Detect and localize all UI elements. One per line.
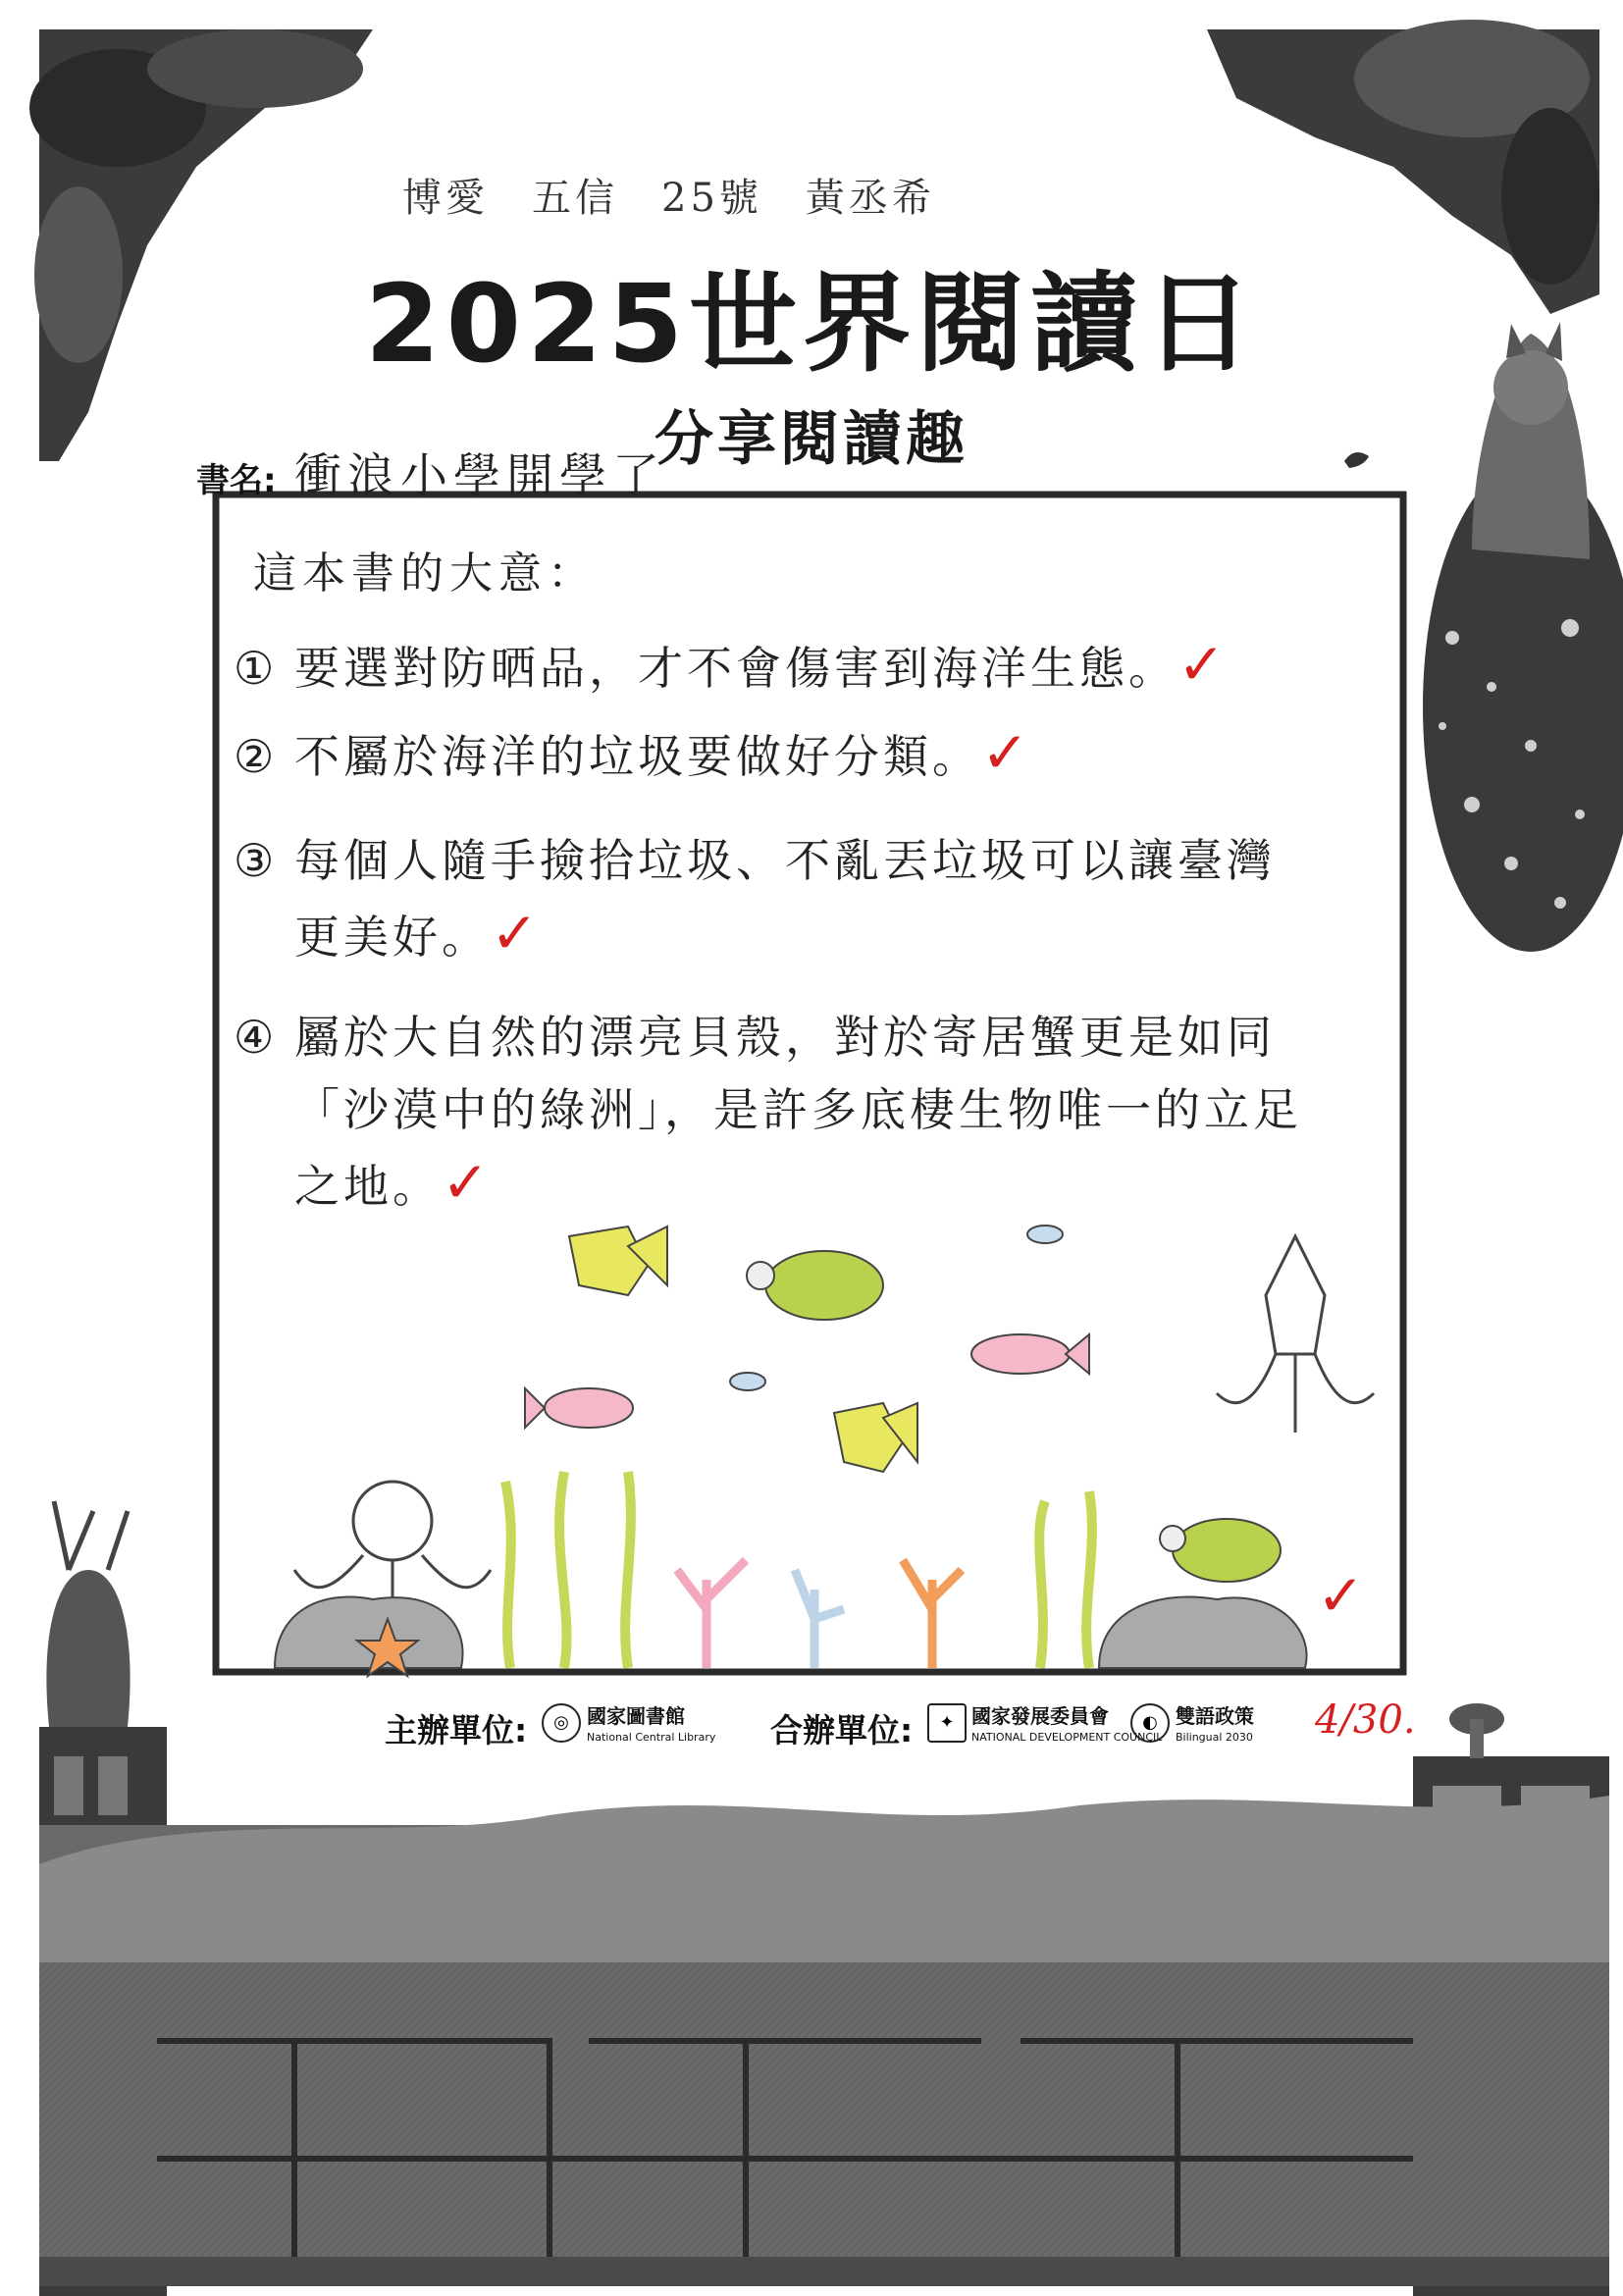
item-text-line2: 「沙漠中的綠洲」，是許多底棲生物唯一的立足 <box>294 1083 1302 1136</box>
item-text-line1: 要選對防晒品，才不會傷害到海洋生態。 <box>294 642 1178 695</box>
host-label: 主辦單位: <box>385 1711 528 1749</box>
item-number: ④ <box>234 1011 279 1064</box>
item-text-line1: 每個人隨手撿拾垃圾、不亂丟垃圾可以讓臺灣 <box>294 834 1276 887</box>
summary-item-3 <box>234 824 1391 973</box>
summary-item-1 <box>234 628 1391 704</box>
summary-label: 這本書的大意： <box>253 548 597 599</box>
blue-fish-2 <box>730 1373 765 1390</box>
co-org-2: 雙語政策 Bilingual 2030 <box>1176 1704 1254 1744</box>
teacher-check-icon: ✓ <box>442 1149 494 1216</box>
item-text-line2: 更美好。 <box>294 911 491 964</box>
item-text-line1: 不屬於海洋的垃圾要做好分類。 <box>294 730 981 783</box>
host-org: 國家圖書館 National Central Library <box>587 1704 716 1744</box>
summary-item-2 <box>234 716 1391 793</box>
teacher-check-icon: ✓ <box>981 719 1033 786</box>
teacher-check-icon: ✓ <box>1178 631 1230 698</box>
book-title: 衝浪小學開學了 <box>294 448 666 503</box>
co-host-label: 合辦單位: <box>770 1711 914 1749</box>
student-info: 博愛 五信 25號 黃丞希 <box>402 176 935 221</box>
page-title: 2025世界閱讀日 <box>364 261 1259 387</box>
item-number: ② <box>234 730 279 783</box>
item-text-line3: 之地。 <box>294 1160 442 1213</box>
bottom-landscape <box>39 1796 1609 2286</box>
item-text-line1: 屬於大自然的漂亮貝殼，對於寄居蟹更是如同 <box>294 1011 1276 1064</box>
book-label: 書名: <box>196 461 277 500</box>
summary-item-4 <box>234 1001 1391 1223</box>
teacher-check-icon: ✓ <box>1317 1562 1365 1629</box>
item-number: ① <box>234 642 279 695</box>
ncl-logo-icon: ◎ <box>542 1703 581 1743</box>
co-org-1: 國家發展委員會 NATIONAL DEVELOPMENT COUNCIL <box>971 1704 1163 1744</box>
item-number: ③ <box>234 834 279 887</box>
grading-date: 4/30. <box>1315 1697 1416 1743</box>
blue-fish-1 <box>1027 1226 1063 1243</box>
bilingual-logo-icon: ◐ <box>1130 1703 1170 1743</box>
page-subtitle: 分享閱讀趣 <box>654 405 969 474</box>
ndc-logo-icon: ✦ <box>927 1703 967 1743</box>
teacher-check-icon: ✓ <box>491 900 543 966</box>
